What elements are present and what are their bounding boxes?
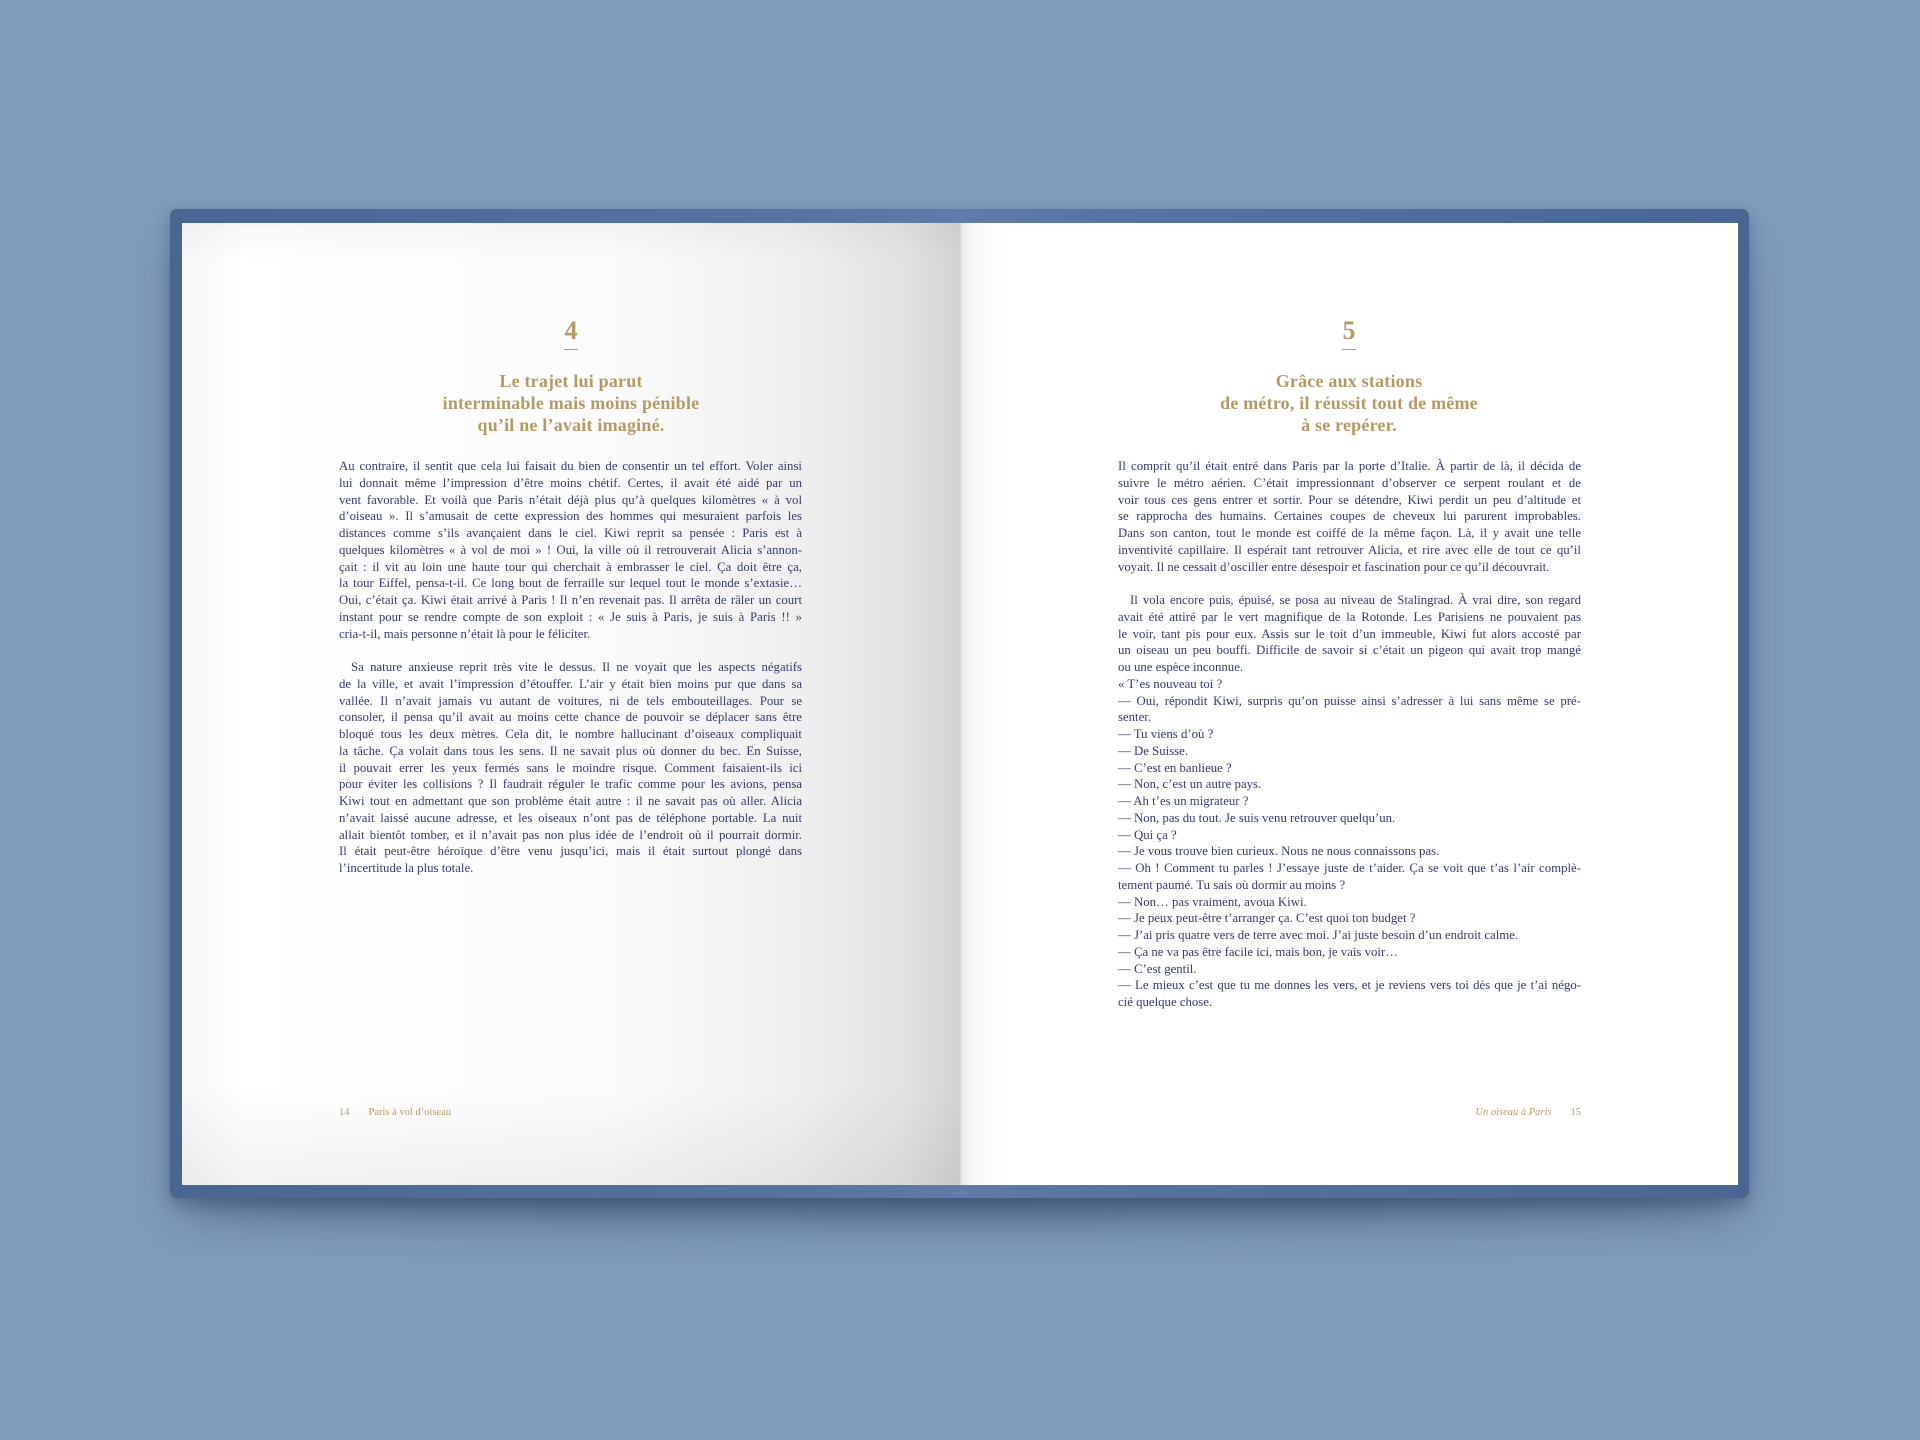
dialogue-turn — [1118, 977, 1581, 1011]
chapter-number: 4 — [564, 316, 578, 345]
body-text-line: quelques kilomètres « à vol de moi » ! Oui, la ville où il retrouverait Alicia s’annon- — [339, 542, 802, 557]
dialogue — [1118, 676, 1581, 1011]
chapter-title-line: Grâce aux stations — [1275, 371, 1423, 391]
dialogue-line: cié quelque chose. — [1118, 995, 1213, 1009]
dialogue-turn — [1118, 843, 1581, 860]
body-text — [1118, 458, 1581, 1011]
body-text-line: voyait. Il ne cessait d’osciller entre désespoir et fascination pour ce qu’il découvrait. — [1118, 559, 1550, 574]
right-page — [960, 223, 1738, 1185]
page-footer — [1475, 1106, 1581, 1120]
dialogue-line: — J’ai pris quatre vers de terre avec moi. J’ai juste besoin d’un endroit calme. — [1118, 928, 1519, 942]
body-text-line: l’incertitude la plus totale. — [339, 861, 474, 875]
body-text-line: inventivité capillaire. Il espérait tant retrouver Alicia, et rire avec elle de tout ce qu’il — [1118, 542, 1581, 557]
body-text-line: d’oiseau ». Il s’amusait de cette expression des hommes qui mesuraient parfois les — [339, 509, 802, 524]
body-paragraph — [339, 659, 802, 877]
body-paragraph — [1118, 458, 1581, 575]
body-text-line: la tâche. Ça volait dans tous les sens. Il ne savait plus où donner du bec. En Suisse, — [339, 743, 802, 758]
body-text-line: Il comprit qu’il était entré dans Paris par la porte d’Italie. À partir de là, il décida de — [1118, 459, 1581, 473]
dialogue-turn — [1118, 776, 1581, 793]
body-paragraph — [339, 458, 802, 642]
dialogue-turn — [1118, 793, 1581, 810]
body-text-line: instant pour se rendre compte de son exploit : « Je suis à Paris, je suis à Paris !! » — [339, 609, 802, 624]
dialogue-turn — [1118, 910, 1581, 927]
dialogue-line: — Non… pas vraiment, avoua Kiwi. — [1118, 894, 1307, 909]
dialogue-turn — [1118, 894, 1581, 911]
body-text-line: Dans son canton, tout le monde est coiffé de la même façon. Là, il y avait une telle — [1118, 526, 1581, 540]
dialogue-line: « T’es nouveau toi ? — [1118, 676, 1223, 691]
body-text-line: cria-t-il, mais personne n’était là pour le féliciter. — [339, 626, 591, 641]
body-text-line: Sa nature anxieuse reprit très vite le dessus. Il ne voyait que les aspects négatifs — [351, 660, 802, 674]
dialogue-turn — [1118, 743, 1581, 760]
dialogue-line: — Tu viens d’où ? — [1118, 727, 1214, 741]
page-footer — [339, 1106, 451, 1120]
chapter-title-line: à se repérer. — [1301, 415, 1397, 435]
chapter-number: 5 — [1342, 316, 1356, 345]
body-text-line: lui donnait même l’impression d’être moins chétif. Certes, il avait été aidé par un — [339, 475, 802, 490]
dialogue-line: — Qui ça ? — [1118, 827, 1177, 842]
dialogue-line: — Je peux peut-être t’arranger ça. C’est quoi ton budget ? — [1118, 911, 1416, 926]
dialogue-line: — Je vous trouve bien curieux. Nous ne nous connaissons pas. — [1118, 844, 1440, 859]
body-text-line: Au contraire, il sentit que cela lui faisait du bien de consentir un tel effort. Voler ainsi — [339, 459, 802, 473]
body-text-line: la tour Eiffel, pensa-t-il. Ce long bout de ferraille sur lequel tout le monde s’extasie… — [339, 576, 802, 591]
dialogue-turn — [1118, 726, 1581, 743]
dialogue-line: — Oui, répondit Kiwi, surpris qu’on puisse ainsi s’adresser à lui sans même se pré- — [1118, 693, 1581, 708]
chapter-title-line: de métro, il réussit tout de même — [1220, 393, 1478, 413]
body-text — [339, 458, 802, 877]
dialogue-turn — [1118, 810, 1581, 827]
chapter-title-line: qu’il ne l’avait imaginé. — [477, 415, 665, 435]
dialogue-line: — Non, c’est un autre pays. — [1118, 777, 1262, 792]
dialogue-line: — C’est gentil. — [1118, 961, 1197, 976]
body-text-line: consoler, il pensa qu’il avait au moins cette chance de pouvoir se déplacer sans être — [339, 710, 802, 725]
body-text-line: n’avait laissé aucune adresse, et les oiseaux n’ont pas de téléphone portable. La nuit — [339, 810, 802, 825]
body-text-line: ou une espèce inconnue. — [1118, 660, 1244, 674]
chapter-title — [182, 370, 960, 436]
dialogue-line: — Ça ne va pas être facile ici, mais bon, je vais voir… — [1118, 944, 1399, 959]
page-number: 14 — [339, 1107, 350, 1118]
body-text-line: de la ville, et avait l’impression d’étouffer. L’air y était bien moins pur que dans sa — [339, 676, 802, 691]
body-text-line: vallée. Il n’avait jamais vu autant de voitures, ni de tels embouteillages. Pour se — [339, 693, 802, 708]
body-text-line: pour éviter les collisions ? Il faudrait réguler le trafic comme pour les avions, pensa — [339, 777, 802, 792]
spine-crease — [960, 223, 961, 1185]
dialogue-line: tement paumé. Tu sais où dormir au moins ? — [1118, 877, 1346, 892]
dialogue-turn — [1118, 927, 1581, 944]
dialogue-turn — [1118, 760, 1581, 777]
body-text-line: Oui, c’était ça. Kiwi était arrivé à Paris ! Il n’en revenait pas. Il arrêta de râler un court — [339, 593, 802, 607]
dialogue-turn — [1118, 827, 1581, 844]
dialogue-turn — [1118, 944, 1581, 961]
body-text-line: vent favorable. Et voilà que Paris n’était déjà plus qu’à quelques kilomètres « à vol — [339, 492, 802, 507]
dialogue-turn — [1118, 676, 1581, 693]
body-text-line: distances comme s’ils avançaient dans le ciel. Kiwi reprit sa pensée : Paris est à — [339, 526, 802, 540]
chapter-title-line: Le trajet lui parut — [499, 371, 643, 391]
body-text-line: çait : il vit au loin une haute tour qui cherchait à embrasser le ciel. Ça doit être ça, — [339, 559, 802, 574]
body-text-line: Il vola encore puis, épuisé, se posa au niveau de Stalingrad. À vrai dire, son regard — [1130, 593, 1581, 607]
dialogue-line: — C’est en banlieue ? — [1118, 760, 1232, 775]
body-text-line: Kiwi tout en admettant que son problème était autre : il ne savait pas où aller. Alicia — [339, 794, 802, 808]
dialogue-line: — Le mieux c’est que tu me donnes les vers, et je reviens vers toi dès que je t’ai négo- — [1118, 978, 1581, 993]
dialogue-line: — Non, pas du tout. Je suis venu retrouver quelqu’un. — [1118, 810, 1396, 825]
left-page — [182, 223, 960, 1185]
dialogue-line: — Ah t’es un migrateur ? — [1118, 794, 1249, 808]
dialogue-turn — [1118, 860, 1581, 894]
chapter-number-rule — [564, 349, 578, 350]
body-text-line: allait bientôt tomber, et il n’avait pas non plus idée de l’endroit où il pourrait dormir. — [339, 827, 802, 842]
book-cover — [170, 209, 1749, 1198]
body-paragraph — [1118, 592, 1581, 676]
body-text-line: Il était peut-être héroïque d’être venu jusqu’ici, mais il était surtout plongé dans — [339, 844, 802, 859]
body-text-line: un oiseau un peu bouffi. Difficile de savoir si c’était un pigeon qui avait trop mangé — [1118, 643, 1581, 658]
body-text-line: avait été attiré par le vert magnifique de la Rotonde. Les Parisiens ne pouvaient pas — [1118, 609, 1581, 624]
dialogue-line: senter. — [1118, 710, 1152, 725]
body-text-line: bloqué tous les deux mètres. Cela dit, le nombre hallucinant d’oiseaux compliquait — [339, 727, 802, 741]
body-text-line: voir tous ces gens entrer et sortir. Pour se détendre, Kiwi perdit un peu d’altitude et — [1118, 492, 1581, 507]
chapter-number-rule — [1342, 349, 1356, 350]
running-title: Paris à vol d’oiseau — [368, 1107, 452, 1118]
dialogue-turn — [1118, 693, 1581, 727]
dialogue-turn — [1118, 961, 1581, 978]
page-number: 15 — [1570, 1107, 1581, 1118]
body-text-line: il pouvait errer les yeux fermés sans le moindre risque. Comment faisaient-ils ici — [339, 760, 802, 775]
chapter-title-line: interminable mais moins pénible — [442, 393, 700, 413]
dialogue-line: — Oh ! Comment tu parles ! J’essaye juste de t’aider. Ça se voit que t’as l’air complè- — [1118, 861, 1581, 875]
chapter-title — [960, 370, 1738, 436]
dialogue-line: — De Suisse. — [1118, 743, 1189, 758]
body-text-line: le voir, tant pis pour eux. Assis sur le toit d’un immeuble, Kiwi fut alors accosté par — [1118, 626, 1581, 641]
running-title: Un oiseau à Paris — [1475, 1107, 1552, 1118]
body-text-line: se rapprocha des humains. Certaines coupes de cheveux lui parurent improbables. — [1118, 509, 1581, 524]
body-text-line: suivre le métro aérien. C’était impressionnant d’observer ce serpent roulant et de — [1118, 475, 1581, 490]
